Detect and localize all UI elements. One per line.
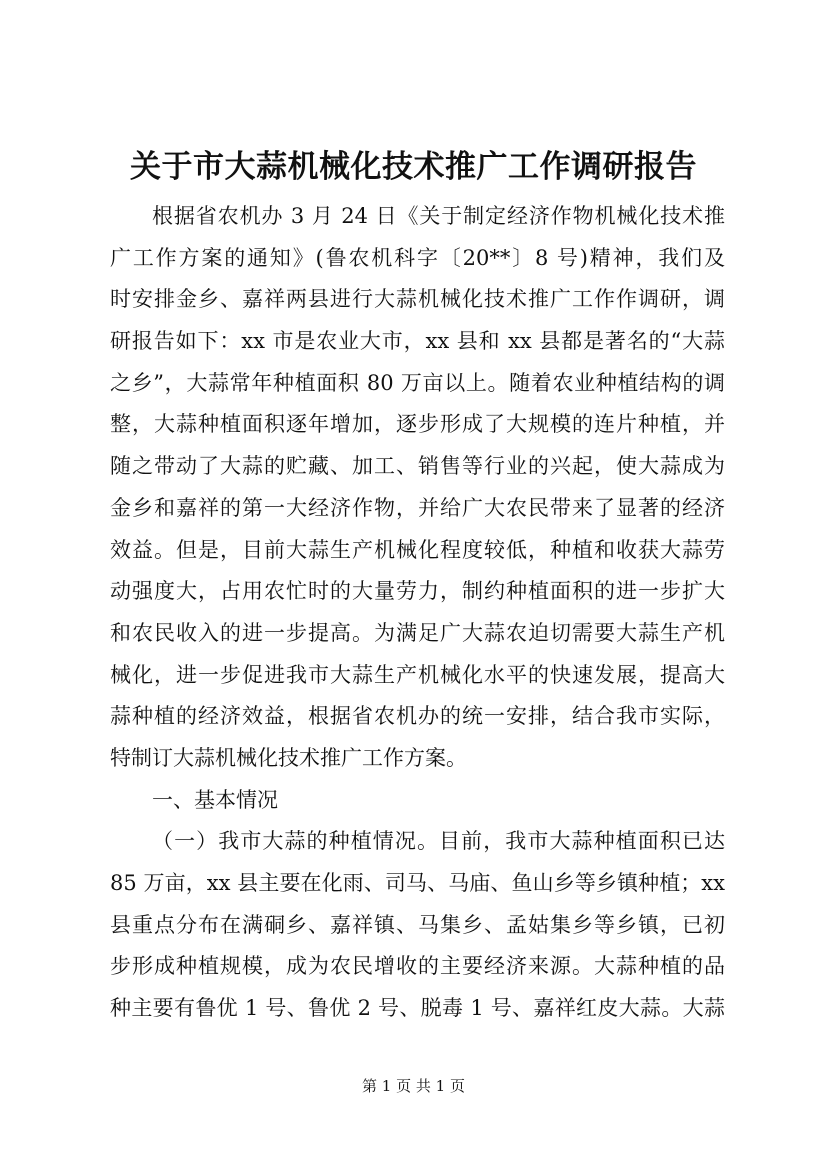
paragraph-line: 85 万亩，xx 县主要在化雨、司马、马庙、鱼山乡等乡镇种植；xx [110, 871, 725, 895]
paragraph-line: 之乡”，大蒜常年种植面积 80 万亩以上。随着农业种植结构的调 [110, 370, 725, 395]
paragraph-line: 根据省农机办 3 月 24 日《关于制定经济作物机械化技术推 [152, 204, 725, 228]
paragraph-line: 县重点分布在满硐乡、嘉祥镇、马集乡、孟姑集乡等乡镇，已初 [110, 912, 725, 937]
document-title: 关于市大蒜机械化技术推广工作调研报告 [130, 149, 697, 185]
paragraph-line: 金乡和嘉祥的第一大经济作物，并给广大农民带来了显著的经济 [110, 495, 725, 520]
paragraph-line: 时安排金乡、嘉祥两县进行大蒜机械化技术推广工作作调研，调 [110, 287, 725, 312]
paragraph-line: 特制订大蒜机械化技术推广工作方案。 [110, 745, 467, 770]
paragraph-line: 随之带动了大蒜的贮藏、加工、销售等行业的兴起，使大蒜成为 [110, 454, 725, 479]
paragraph-line: 和农民收入的进一步提高。为满足广大蒜农迫切需要大蒜生产机 [110, 620, 725, 645]
paragraph-line: （一）我市大蒜的种植情况。目前，我市大蒜种植面积已达 [152, 829, 725, 854]
paragraph-line: 动强度大，占用农忙时的大量劳力，制约种植面积的进一步扩大 [110, 579, 725, 604]
page-footer: 第 1 页 共 1 页 [362, 1077, 465, 1095]
paragraph-line: 种主要有鲁优 1 号、鲁优 2 号、脱毒 1 号、嘉祥红皮大蒜。大蒜 [110, 996, 725, 1021]
paragraph-line: 研报告如下：xx 市是农业大市，xx 县和 xx 县都是著名的“大蒜 [110, 329, 725, 354]
paragraph-line: 步形成种植规模，成为农民增收的主要经济来源。大蒜种植的品 [110, 954, 725, 979]
document-body [110, 196, 725, 1030]
paragraph-line: 械化，进一步促进我市大蒜生产机械化水平的快速发展，提高大 [110, 662, 725, 687]
section-heading: 一、基本情况 [152, 787, 278, 812]
paragraph-line: 广工作方案的通知》(鲁农机科字〔20**〕8 号)精神，我们及 [110, 245, 725, 270]
paragraph-line: 整，大蒜种植面积逐年增加，逐步形成了大规模的连片种植，并 [110, 412, 725, 437]
paragraph-line: 效益。但是，目前大蒜生产机械化程度较低，种植和收获大蒜劳 [110, 537, 725, 562]
paragraph-line: 蒜种植的经济效益，根据省农机办的统一安排，结合我市实际， [110, 704, 725, 729]
